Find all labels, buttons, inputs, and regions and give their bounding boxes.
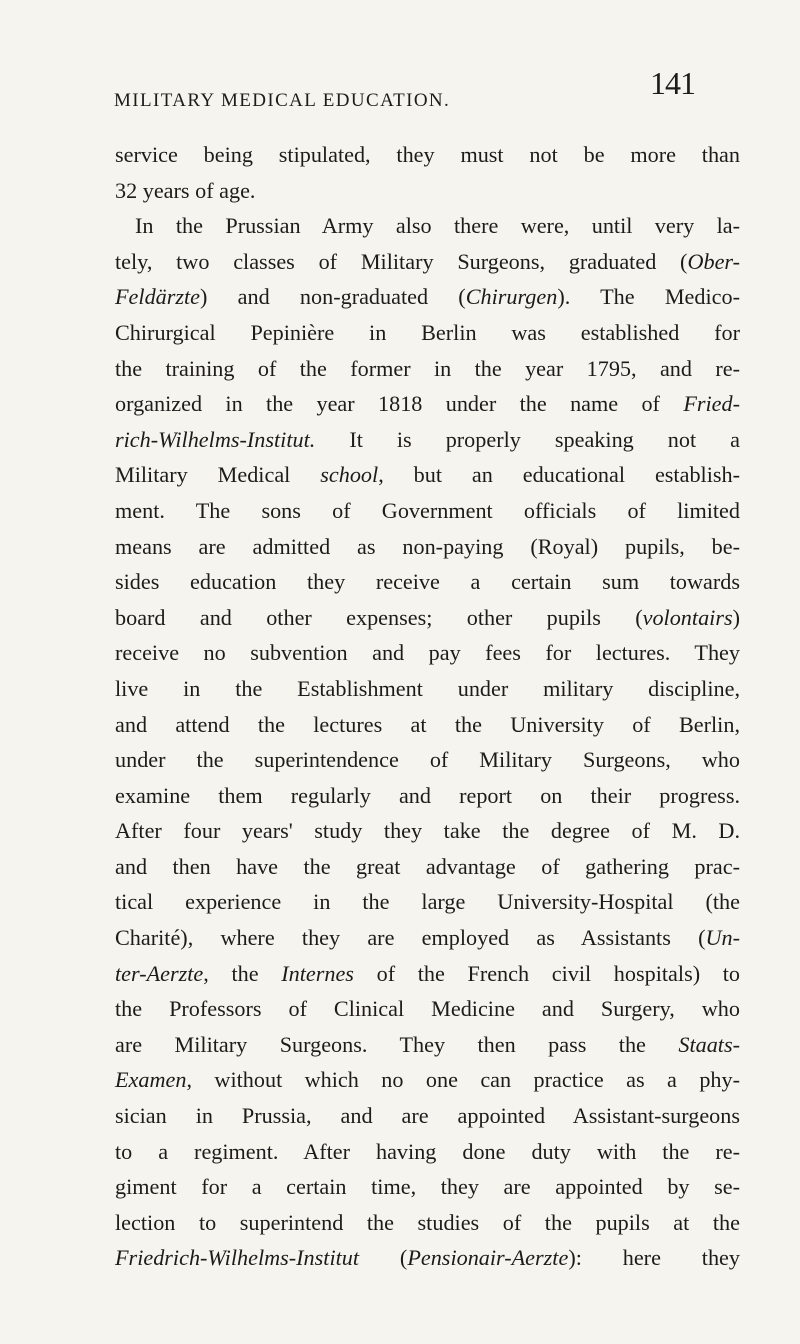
text-line	[115, 956, 740, 992]
text-line	[115, 493, 740, 529]
text-segment: ): here they	[568, 1245, 741, 1271]
text-segment: (	[359, 1245, 408, 1271]
text-line	[115, 671, 740, 707]
italic-text: Ober-	[687, 248, 740, 274]
italic-text: volontairs	[642, 604, 733, 630]
text-line	[115, 351, 740, 387]
text-segment: service being stipulated, they must not be more than	[115, 142, 740, 167]
text-segment: Charité), where they are employed as Assistants (	[115, 925, 706, 951]
text-line	[115, 422, 740, 458]
text-segment: In the Prussian Army also there were, until very la-	[135, 213, 740, 239]
text-segment: giment for a certain time, they are appointed by se-	[115, 1174, 740, 1200]
text-line	[115, 707, 740, 743]
text-segment: 32 years of age.	[115, 177, 256, 203]
text-segment: and attend the lectures at the University of Berlin,	[115, 711, 740, 737]
text-segment: and then have the great advantage of gathering prac-	[115, 853, 740, 879]
text-line	[115, 991, 740, 1027]
italic-text: Staats-	[678, 1031, 740, 1057]
text-segment: ). The Medico-	[557, 284, 740, 310]
text-segment: are Military Surgeons. They then pass the	[115, 1031, 679, 1057]
text-segment: After four years' study they take the degree of M. D.	[115, 818, 740, 844]
italic-text: Pensionair-Aerzte	[407, 1245, 569, 1271]
text-segment: examine them regularly and report on their progress.	[115, 782, 740, 808]
text-line	[115, 920, 740, 956]
italic-text: Examen	[115, 1067, 187, 1093]
text-segment: Military Medical	[115, 462, 321, 488]
page-header	[0, 62, 800, 122]
text-segment: ) and non-graduated (	[200, 284, 466, 310]
text-segment: sician in Prussia, and are appointed Assistant-surgeons	[115, 1103, 740, 1129]
text-line	[115, 279, 740, 315]
italic-text: Chirurgen	[465, 284, 558, 310]
text-line	[115, 173, 740, 209]
text-line	[115, 529, 740, 565]
text-line	[115, 1062, 740, 1098]
text-segment: tely, two classes of Military Surgeons, graduated (	[115, 248, 688, 274]
text-line	[115, 778, 740, 814]
text-segment: , but an educational establish-	[378, 462, 740, 488]
italic-text: Feldärzte	[115, 284, 201, 310]
italic-text: ter-Aerzte	[115, 960, 204, 986]
text-segment: live in the Establishment under military discipline,	[115, 675, 740, 701]
text-segment: Chirurgical Pepinière in Berlin was established for	[115, 319, 740, 345]
text-line	[115, 742, 740, 778]
text-segment: , without which no one can practice as a phy-	[186, 1067, 740, 1093]
text-line	[115, 208, 740, 244]
text-segment: ment. The sons of Government officials of limited	[115, 497, 740, 523]
text-line	[115, 884, 740, 920]
text-segment: board and other expenses; other pupils (	[115, 604, 643, 630]
italic-text: Friedrich-Wilhelms-Institut	[115, 1245, 360, 1271]
body-text	[115, 137, 740, 1276]
text-line	[115, 813, 740, 849]
text-segment: sides education they receive a certain sum towards	[115, 569, 740, 595]
text-line	[115, 457, 740, 493]
italic-text: Internes	[281, 960, 354, 986]
text-segment: means are admitted as non-paying (Royal) pupils, be-	[115, 533, 740, 559]
text-line	[115, 564, 740, 600]
text-line	[115, 849, 740, 885]
text-segment: receive no subvention and pay fees for lectures. They	[115, 640, 740, 666]
text-line	[115, 137, 740, 173]
italic-text: Fried-	[683, 391, 740, 417]
italic-text: Un-	[705, 925, 740, 951]
text-line	[115, 635, 740, 671]
text-segment: under the superintendence of Military Surgeons, who	[115, 747, 740, 773]
running-title: MILITARY MEDICAL EDUCATION.	[114, 90, 451, 111]
text-line	[115, 1134, 740, 1170]
text-segment: tical experience in the large University-Hospital (the	[115, 889, 740, 915]
text-segment: of the French civil hospitals) to	[353, 960, 740, 986]
page-number: 141	[650, 65, 695, 101]
text-line	[115, 1027, 740, 1063]
text-line	[115, 244, 740, 280]
text-segment: )	[732, 604, 740, 630]
text-line	[115, 1098, 740, 1134]
text-segment: to a regiment. After having done duty with the re-	[115, 1138, 740, 1164]
text-segment: , the	[203, 960, 282, 986]
text-line	[115, 315, 740, 351]
text-segment: the training of the former in the year 1795, and re-	[115, 355, 740, 381]
text-line	[115, 1205, 740, 1241]
text-segment: lection to superintend the studies of the pupils at the	[115, 1209, 740, 1235]
text-line	[115, 600, 740, 636]
italic-text: school	[320, 462, 379, 488]
text-line	[115, 1169, 740, 1205]
text-segment: organized in the year 1818 under the name of	[115, 391, 684, 417]
text-line	[115, 1240, 740, 1276]
text-segment: It is properly speaking not a	[315, 426, 740, 452]
italic-text: rich-Wilhelms-Institut.	[115, 426, 316, 452]
text-line	[115, 386, 740, 422]
text-segment: the Professors of Clinical Medicine and Surgery, who	[115, 996, 740, 1022]
